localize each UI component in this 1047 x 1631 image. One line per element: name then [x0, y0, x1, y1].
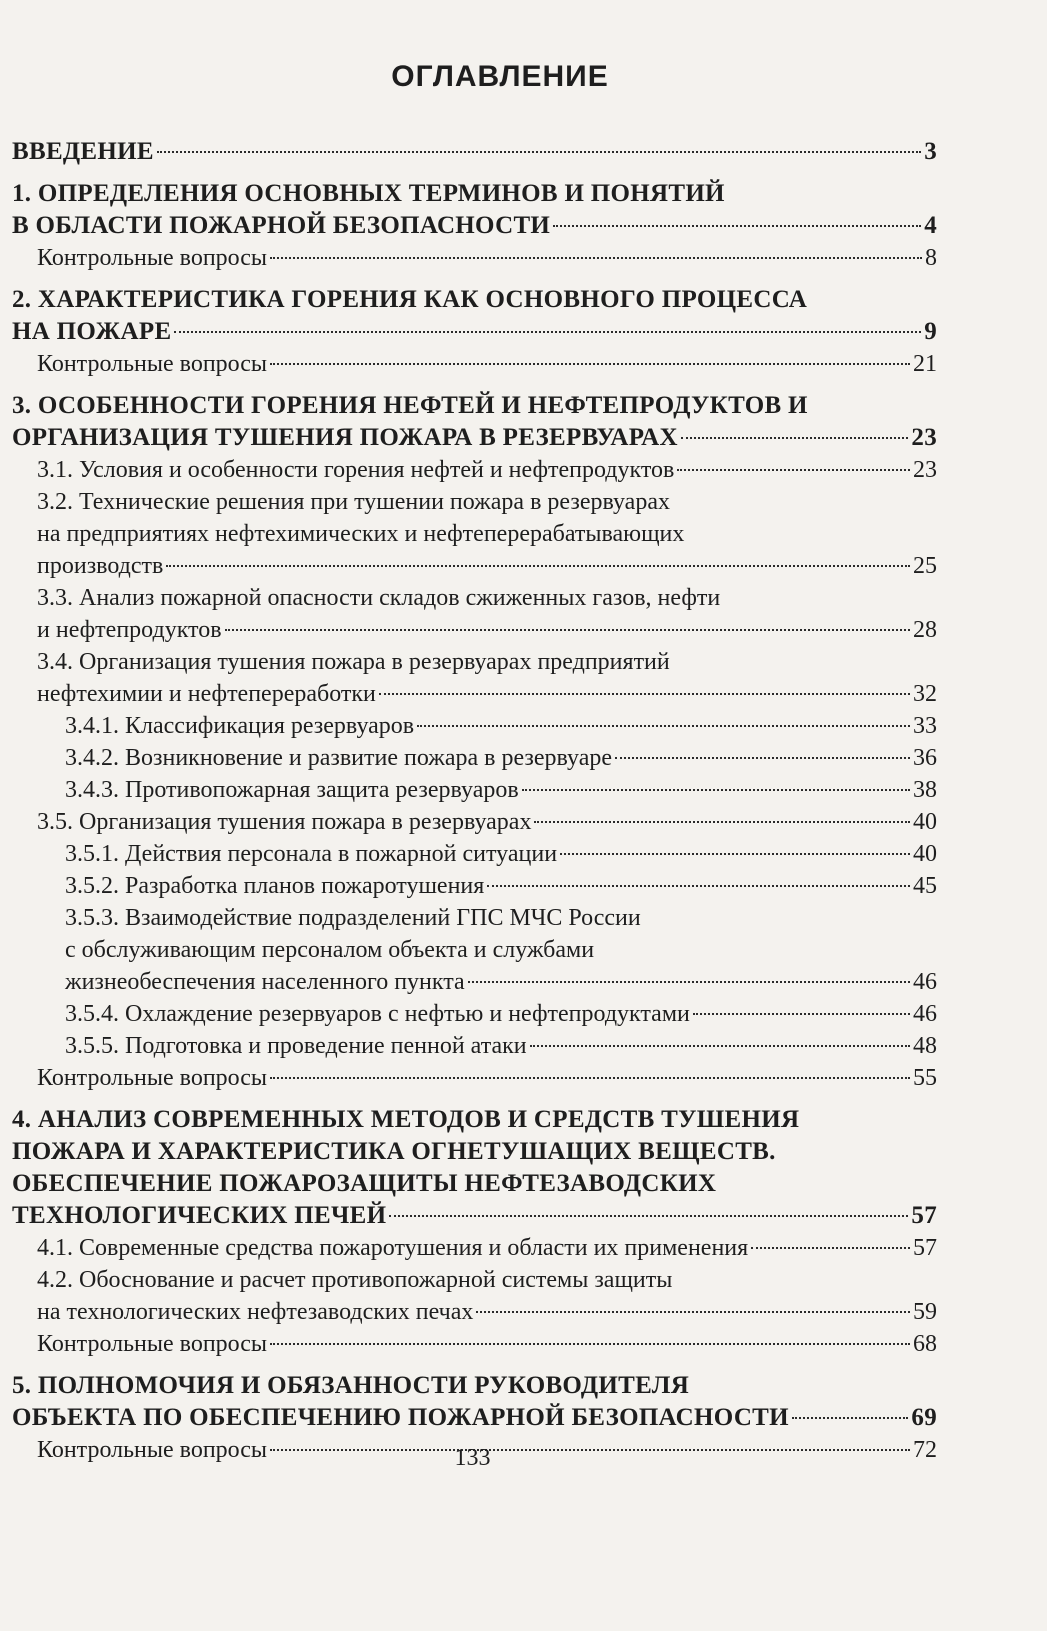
toc-entry-line: [37, 806, 937, 838]
toc-entry-line: [37, 518, 937, 550]
toc-entry-title: 3.1. Условия и особенности горения нефтей и нефтепродуктов: [37, 457, 675, 483]
toc-page-number: 3: [924, 138, 937, 165]
toc-entry-line: [37, 1264, 937, 1296]
table-of-contents: [12, 136, 937, 1466]
toc-page-number: 8: [925, 245, 937, 271]
toc-entry-line: [12, 136, 937, 168]
toc-subsection-entry[interactable]: [12, 742, 937, 774]
toc-entry-title: 3.2. Технические решения при тушении пожара в резервуарах: [37, 489, 670, 515]
toc-entry-title: 3. ОСОБЕННОСТИ ГОРЕНИЯ НЕФТЕЙ И НЕФТЕПРОДУКТОВ И: [12, 392, 808, 419]
toc-entry-title: 5. ПОЛНОМОЧИЯ И ОБЯЗАННОСТИ РУКОВОДИТЕЛЯ: [12, 1372, 690, 1399]
toc-page-number: 23: [913, 457, 937, 483]
toc-page-number: 36: [913, 745, 937, 771]
dot-leader: [270, 1343, 910, 1345]
toc-entry-line: [65, 998, 937, 1030]
toc-entry-line: [37, 1328, 937, 1360]
toc-entry-line: [65, 934, 937, 966]
toc-subsection-entry[interactable]: [12, 454, 937, 486]
toc-entry-title: производств: [37, 553, 164, 579]
dot-leader: [530, 1045, 910, 1047]
dot-leader: [270, 257, 922, 259]
dot-leader: [270, 363, 910, 365]
toc-entry-line: [12, 390, 937, 422]
toc-entry-title: 2. ХАРАКТЕРИСТИКА ГОРЕНИЯ КАК ОСНОВНОГО ПРОЦЕССА: [12, 286, 808, 313]
toc-entry-title: жизнеобеспечения населенного пункта: [65, 969, 465, 995]
toc-entry-title: Контрольные вопросы: [37, 1065, 268, 1091]
toc-page-number: 32: [913, 681, 937, 707]
dot-leader: [553, 225, 921, 227]
toc-entry-line: [12, 1370, 937, 1402]
toc-section-entry[interactable]: [12, 1104, 937, 1232]
toc-entry-line: [37, 614, 937, 646]
toc-subsection-entry[interactable]: [12, 870, 937, 902]
dot-leader: [487, 885, 910, 887]
toc-entry-line: [12, 316, 937, 348]
dot-leader: [751, 1247, 910, 1249]
toc-page-number: 68: [913, 1331, 937, 1357]
dot-leader: [522, 789, 910, 791]
toc-entry-title: на предприятиях нефтехимических и нефтеперерабатывающих: [37, 521, 685, 547]
toc-section-entry[interactable]: [12, 178, 937, 242]
toc-subsection-entry[interactable]: [12, 710, 937, 742]
dot-leader: [225, 629, 910, 631]
toc-entry-line: [12, 1200, 937, 1232]
toc-entry-title: 3.5.5. Подготовка и проведение пенной атаки: [65, 1033, 527, 1059]
toc-subsection-entry[interactable]: [12, 1328, 937, 1360]
toc-subsection-entry[interactable]: [12, 582, 937, 646]
toc-entry-title: 4.1. Современные средства пожаротушения и области их применения: [37, 1235, 749, 1261]
toc-entry-title: Контрольные вопросы: [37, 351, 268, 377]
toc-subsection-entry[interactable]: [12, 486, 937, 582]
toc-entry-title: 4. АНАЛИЗ СОВРЕМЕННЫХ МЕТОДОВ И СРЕДСТВ ТУШЕНИЯ: [12, 1106, 800, 1133]
toc-entry-line: [37, 678, 937, 710]
toc-entry-line: [65, 1030, 937, 1062]
toc-entry-title: ПОЖАРА И ХАРАКТЕРИСТИКА ОГНЕТУШАЩИХ ВЕЩЕСТВ.: [12, 1138, 776, 1165]
dot-leader: [560, 853, 910, 855]
toc-page-number: 46: [913, 1001, 937, 1027]
page-number: 133: [454, 1445, 491, 1471]
toc-entry-title: 4.2. Обоснование и расчет противопожарной системы защиты: [37, 1267, 673, 1293]
toc-page-number: 57: [913, 1235, 937, 1261]
toc-page-number: 4: [924, 212, 937, 239]
toc-entry-title: 3.5.4. Охлаждение резервуаров с нефтью и нефтепродуктами: [65, 1001, 690, 1027]
toc-entry-title: 3.5. Организация тушения пожара в резервуарах: [37, 809, 532, 835]
toc-entry-title: 3.4.2. Возникновение и развитие пожара в резервуаре: [65, 745, 613, 771]
toc-page-number: 55: [913, 1065, 937, 1091]
dot-leader: [157, 151, 921, 153]
toc-page-number: 69: [911, 1404, 937, 1431]
toc-entry-line: [37, 454, 937, 486]
toc-page-number: 45: [913, 873, 937, 899]
toc-entry-line: [37, 646, 937, 678]
toc-page-number: 46: [913, 969, 937, 995]
toc-subsection-entry[interactable]: [12, 646, 937, 710]
toc-entry-line: [37, 550, 937, 582]
toc-entry-line: [65, 774, 937, 806]
toc-entry-title: 3.5.1. Действия персонала в пожарной ситуации: [65, 841, 558, 867]
toc-page-number: 28: [913, 617, 937, 643]
toc-entry-line: [37, 1232, 937, 1264]
toc-subsection-entry[interactable]: [12, 242, 937, 274]
toc-entry-title: 3.4. Организация тушения пожара в резервуарах предприятий: [37, 649, 670, 675]
toc-entry-line: [12, 284, 937, 316]
toc-page-number: 38: [913, 777, 937, 803]
dot-leader: [166, 565, 910, 567]
toc-page-number: 57: [911, 1202, 937, 1229]
toc-entry-line: [12, 1402, 937, 1434]
toc-entry-line: [37, 1062, 937, 1094]
toc-subsection-entry[interactable]: [12, 998, 937, 1030]
toc-section-entry[interactable]: [12, 390, 937, 454]
toc-entry-line: [65, 838, 937, 870]
toc-entry-title: 3.4.3. Противопожарная защита резервуаров: [65, 777, 519, 803]
toc-entry-line: [12, 1136, 937, 1168]
toc-entry-line: [12, 210, 937, 242]
toc-entry-title: с обслуживающим персоналом объекта и службами: [65, 937, 595, 963]
toc-entry-line: [12, 178, 937, 210]
toc-page-number: 21: [913, 351, 937, 377]
toc-subsection-entry[interactable]: [12, 1062, 937, 1094]
toc-section-entry[interactable]: [12, 284, 937, 348]
toc-section-entry[interactable]: [12, 1370, 937, 1434]
toc-entry-line: [37, 582, 937, 614]
dot-leader: [270, 1077, 910, 1079]
toc-entry-title: 1. ОПРЕДЕЛЕНИЯ ОСНОВНЫХ ТЕРМИНОВ И ПОНЯТИЙ: [12, 180, 725, 207]
toc-subsection-entry[interactable]: [12, 1264, 937, 1328]
toc-subsection-entry[interactable]: [12, 1030, 937, 1062]
toc-subsection-entry[interactable]: [12, 348, 937, 380]
dot-leader: [174, 331, 921, 333]
toc-page-number: 23: [911, 424, 937, 451]
toc-entry-line: [37, 242, 937, 274]
toc-entry-title: ТЕХНОЛОГИЧЕСКИХ ПЕЧЕЙ: [12, 1202, 387, 1229]
dot-leader: [677, 469, 910, 471]
toc-entry-line: [12, 1168, 937, 1200]
toc-page-number: 9: [924, 318, 937, 345]
toc-page-number: 40: [913, 841, 937, 867]
dot-leader: [534, 821, 910, 823]
toc-entry-title: нефтехимии и нефтепереработки: [37, 681, 376, 707]
toc-subsection-entry[interactable]: [12, 1232, 937, 1264]
dot-leader: [615, 757, 910, 759]
toc-entry-title: Контрольные вопросы: [37, 1437, 268, 1463]
toc-entry-line: [65, 870, 937, 902]
toc-subsection-entry[interactable]: [12, 774, 937, 806]
toc-subsection-entry[interactable]: [12, 902, 937, 998]
toc-entry-line: [65, 742, 937, 774]
dot-leader: [379, 693, 910, 695]
dot-leader: [792, 1417, 908, 1419]
toc-entry-title: 3.4.1. Классификация резервуаров: [65, 713, 415, 739]
toc-entry-title: 3.5.3. Взаимодействие подразделений ГПС МЧС России: [65, 905, 641, 931]
dot-leader: [389, 1215, 908, 1217]
toc-page-number: 33: [913, 713, 937, 739]
dot-leader: [468, 981, 910, 983]
toc-page-number: 72: [913, 1437, 937, 1463]
dot-leader: [417, 725, 910, 727]
toc-page-number: 59: [913, 1299, 937, 1325]
dot-leader: [693, 1013, 910, 1015]
toc-entry-line: [65, 966, 937, 998]
toc-entry-line: [37, 348, 937, 380]
toc-entry-title: ВВЕДЕНИЕ: [12, 138, 154, 165]
toc-entry-title: Контрольные вопросы: [37, 1331, 268, 1357]
toc-entry-title: Контрольные вопросы: [37, 245, 268, 271]
toc-entry-line: [37, 486, 937, 518]
toc-subsection-entry[interactable]: [12, 838, 937, 870]
dot-leader: [476, 1311, 910, 1313]
toc-entry-line: [37, 1296, 937, 1328]
toc-page-number: 48: [913, 1033, 937, 1059]
dot-leader: [681, 437, 909, 439]
toc-entry-line: [65, 902, 937, 934]
toc-entry-title: 3.5.2. Разработка планов пожаротушения: [65, 873, 485, 899]
toc-entry-title: и нефтепродуктов: [37, 617, 222, 643]
toc-entry-title: НА ПОЖАРЕ: [12, 318, 172, 345]
toc-entry-title: на технологических нефтезаводских печах: [37, 1299, 474, 1325]
toc-entry-line: [65, 710, 937, 742]
toc-entry-line: [12, 422, 937, 454]
page-title: ОГЛАВЛЕНИЕ: [391, 60, 609, 93]
toc-page-number: 25: [913, 553, 937, 579]
toc-entry-title: ОРГАНИЗАЦИЯ ТУШЕНИЯ ПОЖАРА В РЕЗЕРВУАРАХ: [12, 424, 678, 451]
toc-entry-title: ОБЪЕКТА ПО ОБЕСПЕЧЕНИЮ ПОЖАРНОЙ БЕЗОПАСНОСТИ: [12, 1404, 789, 1431]
toc-subsection-entry[interactable]: [12, 806, 937, 838]
toc-page-number: 40: [913, 809, 937, 835]
toc-entry-title: В ОБЛАСТИ ПОЖАРНОЙ БЕЗОПАСНОСТИ: [12, 212, 551, 239]
toc-entry-title: ОБЕСПЕЧЕНИЕ ПОЖАРОЗАЩИТЫ НЕФТЕЗАВОДСКИХ: [12, 1170, 717, 1197]
toc-section-entry[interactable]: [12, 136, 937, 168]
toc-entry-title: 3.3. Анализ пожарной опасности складов сжиженных газов, нефти: [37, 585, 721, 611]
toc-entry-line: [12, 1104, 937, 1136]
